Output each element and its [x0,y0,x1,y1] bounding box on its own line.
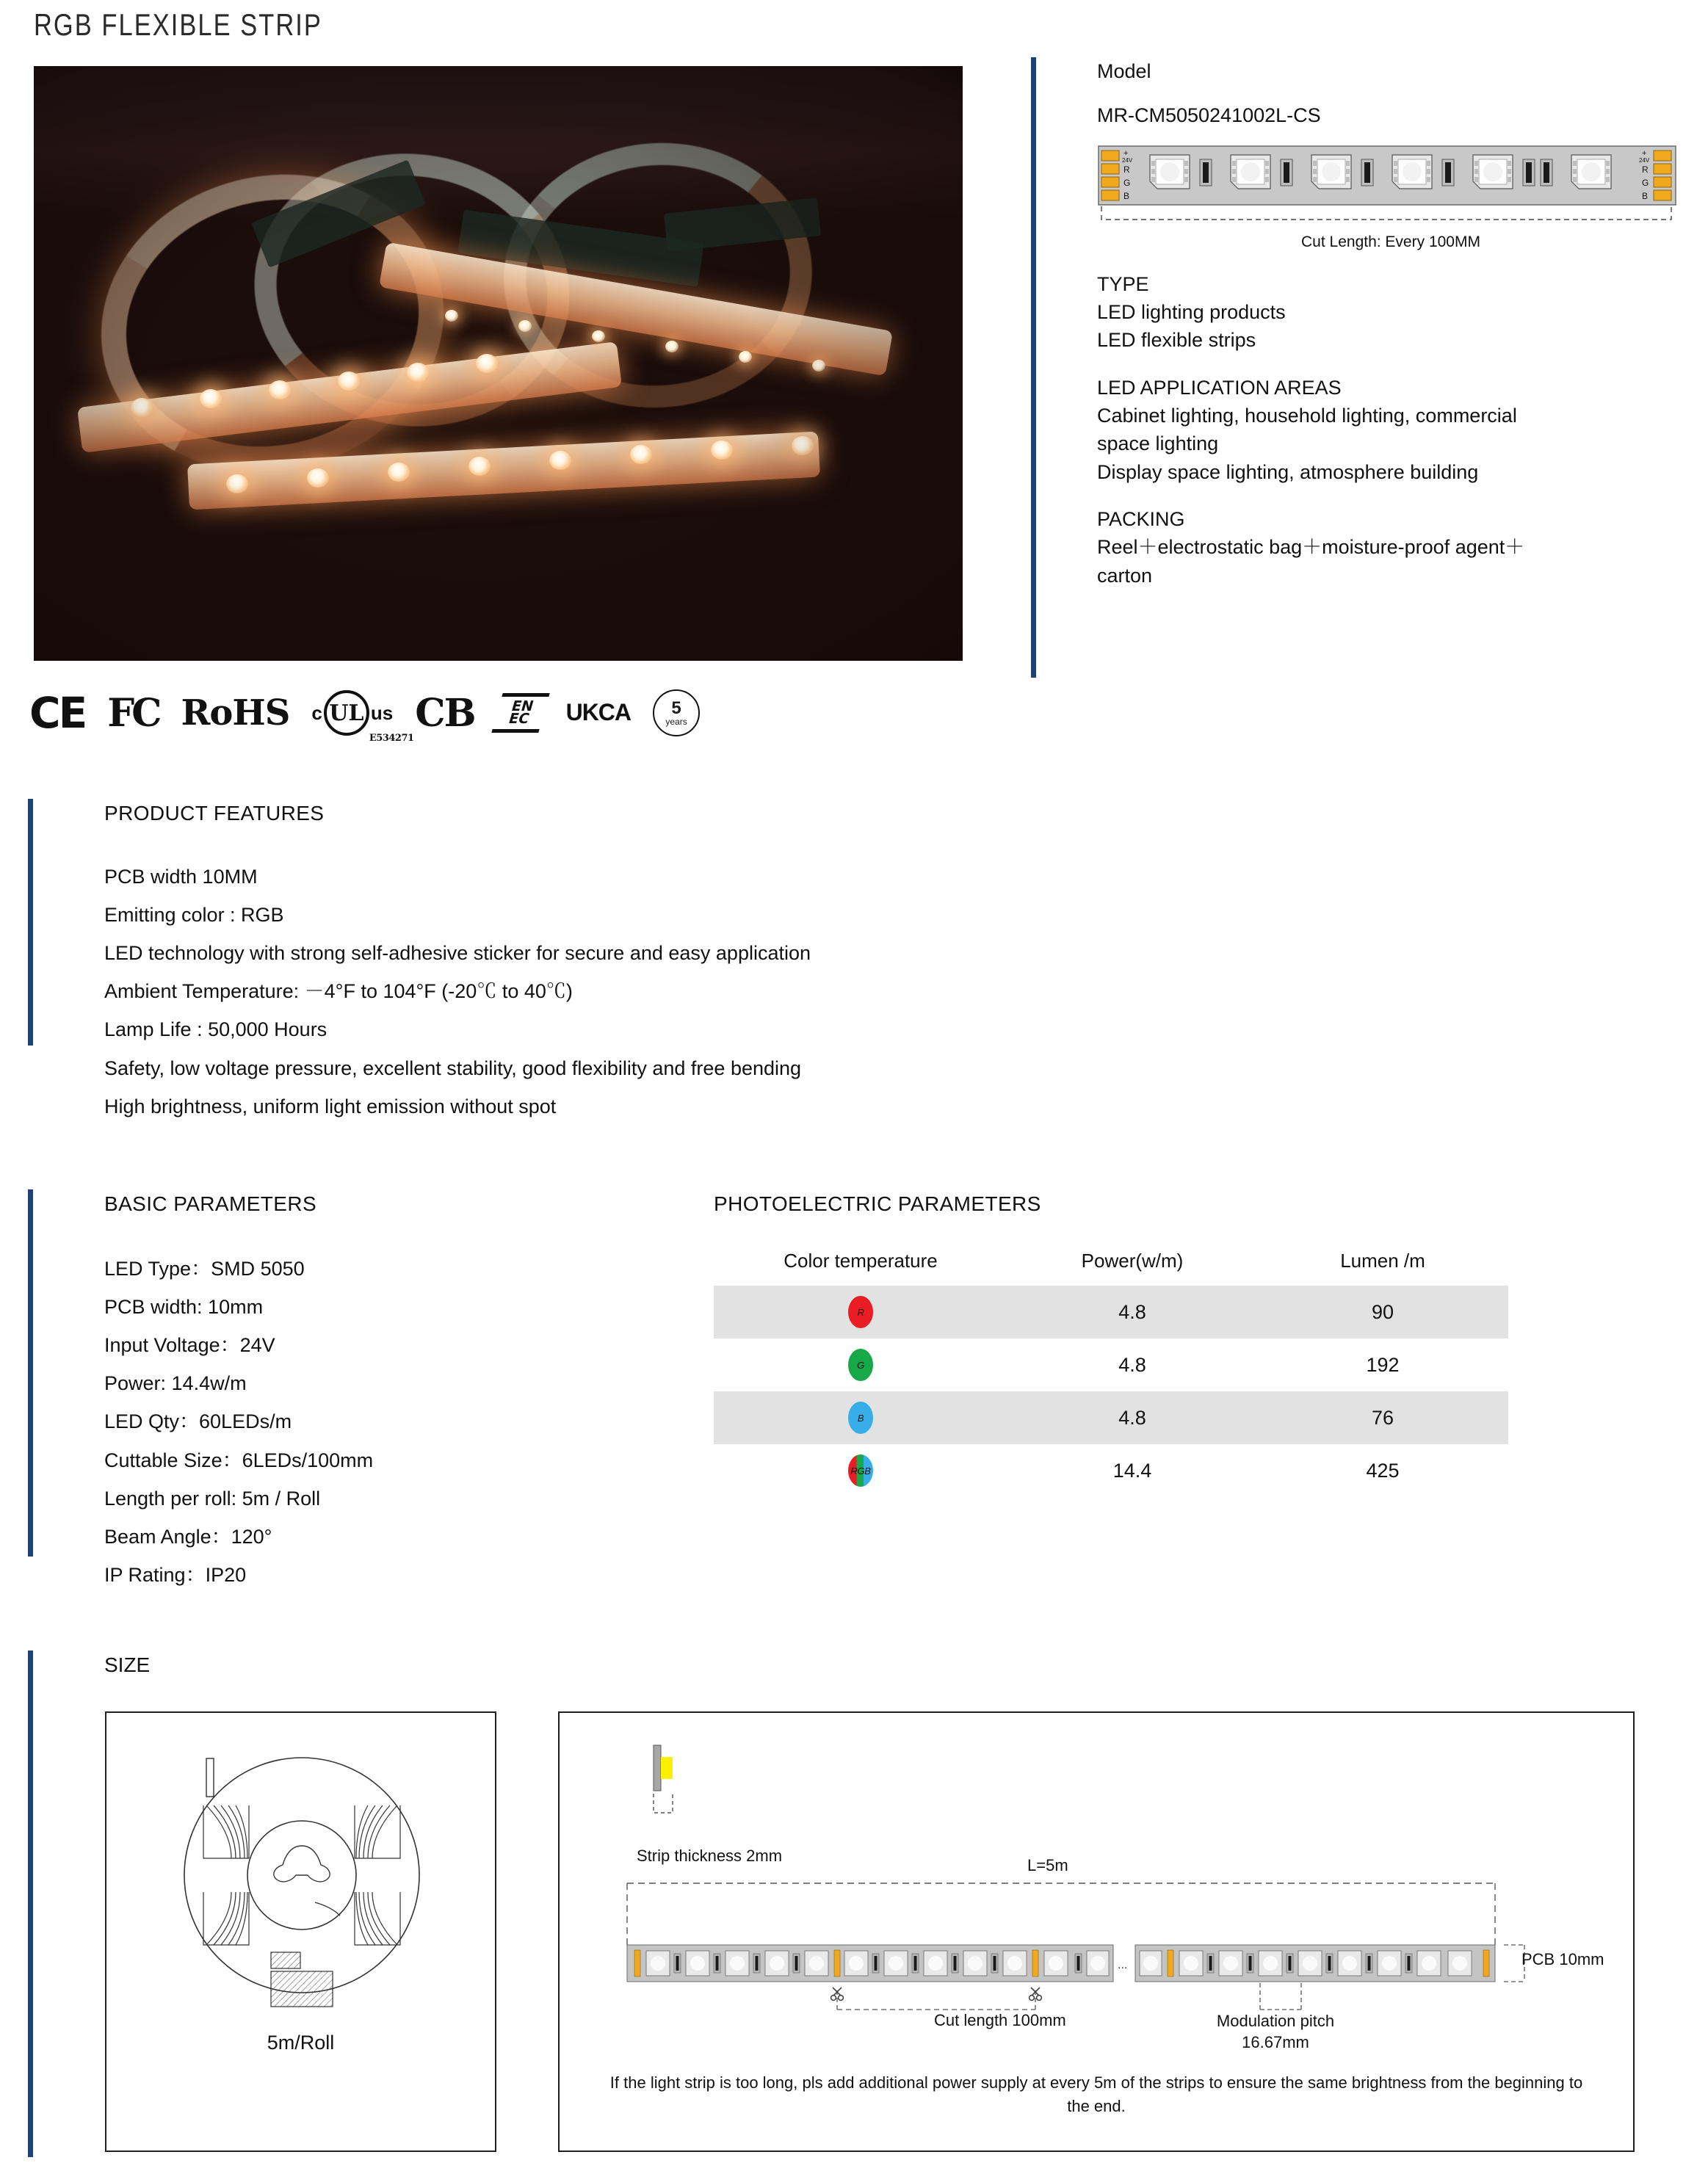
feature-item: High brightness, uniform light emission without spot [104,1095,557,1117]
cb-mark-icon: CB [415,690,475,736]
power-cell: 4.8 [1007,1286,1257,1338]
swatch-label: G [857,1359,864,1371]
svg-text:R: R [1123,164,1130,175]
enec-mark-icon [491,693,549,733]
table-row [714,1286,1508,1338]
enec-line-1: EN [509,698,535,714]
page-title: RGB FLEXIBLE STRIP [34,7,322,42]
column-header-lumen: Lumen /m [1340,1250,1425,1272]
fcc-mark-icon: FC [107,690,159,736]
reel-svg [162,1732,441,2018]
cut-length-label: Cut length 100mm [934,2011,1066,2029]
swatch-label: RGB [850,1465,871,1476]
svg-text:B: B [1123,190,1130,201]
swatch-label: R [857,1306,864,1318]
right-column [1097,57,1685,590]
basic-parameters-section [104,1192,560,1594]
svg-text:R: R [1642,164,1649,175]
color-swatch-blue-icon [848,1402,873,1434]
strip-length-label: L=5m [1027,1856,1068,1874]
photoelectric-parameters-section [714,1192,1529,1497]
ce-mark-icon: CE [29,688,86,738]
accent-bar-size [28,1651,33,2157]
basic-parameter-item: Beam Angle：120° [104,1525,272,1548]
lumen-cell: 90 [1257,1286,1508,1338]
table-row [714,1391,1508,1444]
color-swatch-red-icon [848,1296,873,1328]
rohs-mark-icon: RoHS [181,692,290,733]
model-heading: Model [1097,60,1151,82]
application-line-1: Cabinet lighting, household lighting, commercial [1097,404,1517,427]
size-heading: SIZE [104,1653,151,1676]
application-heading: LED APPLICATION AREAS [1097,376,1342,399]
enec-line-2: EC [506,711,531,727]
type-line-2: LED flexible strips [1097,329,1256,352]
lumen-cell: 192 [1366,1353,1400,1376]
power-supply-note: If the light strip is too long, pls add additional power supply at every 5m of the strips to ensure the same brightness from the beginning to the end. [609,2073,1583,2115]
color-cell [714,1391,1007,1444]
svg-text:24V: 24V [1639,156,1650,164]
svg-text:+: + [1642,148,1647,158]
strip-thickness-label: Strip thickness 2mm [637,1847,783,1865]
color-swatch-rgb-icon [848,1454,873,1487]
type-line-1: LED lighting products [1097,300,1286,323]
table-row [714,1444,1508,1497]
modulation-pitch-label: Modulation pitch 16.67mm [1216,2012,1335,2051]
product-features-section [104,802,1132,1126]
warranty-badge-icon [653,689,700,736]
table-row [714,1338,1508,1391]
color-cell [714,1444,1007,1497]
ul-c-prefix: c [311,701,322,724]
lumen-cell: 76 [1257,1391,1508,1444]
ukca-line-1: UK [565,699,598,726]
photoelectric-table [714,1245,1508,1497]
reel-diagram-box [105,1711,496,2152]
svg-text:G: G [1123,177,1131,188]
svg-text:...: ... [1118,1959,1128,1971]
ul-letters: UL [329,700,364,726]
strip-thickness-svg [634,1742,723,1841]
photoelectric-heading: PHOTOELECTRIC PARAMETERS [714,1192,1041,1215]
packing-heading: PACKING [1097,507,1185,530]
application-line-2: space lighting [1097,432,1219,455]
reel-caption: 5m/Roll [267,2032,335,2054]
basic-parameter-item: Power: 14.4w/m [104,1372,247,1395]
power-cell: 4.8 [1118,1353,1146,1376]
svg-text:G: G [1642,177,1649,188]
pcb-width-label: PCB 10mm [1521,1950,1604,1968]
type-heading: TYPE [1097,272,1149,295]
basic-parameters-heading: BASIC PARAMETERS [104,1192,317,1215]
led-strip-svg [1097,145,1677,224]
power-cell: 4.8 [1007,1391,1257,1444]
basic-parameter-item: Length per roll: 5m / Roll [104,1487,321,1510]
product-photo [34,66,963,661]
strip-dimension-box [558,1711,1635,2152]
svg-text:B: B [1642,190,1649,201]
accent-bar-right-column [1031,57,1036,678]
basic-parameter-item: PCB width: 10mm [104,1296,264,1319]
application-line-3: Display space lighting, atmosphere building [1097,460,1479,483]
feature-item: PCB width 10MM [104,866,258,888]
strip-length-svg [605,1880,1582,2042]
table-header-row [714,1245,1508,1286]
accent-bar-features [28,799,33,1046]
feature-item: Emitting color : RGB [104,904,284,927]
warranty-years-number: 5 [671,698,681,718]
model-number: MR-CM5050241002L-CS [1097,104,1321,127]
accent-bar-basic-parameters [28,1189,33,1557]
basic-parameter-item: Input Voltage：24V [104,1334,275,1357]
basic-parameters-list [104,1250,560,1594]
ukca-mark-icon [565,699,632,726]
ukca-line-2: CA [598,699,632,726]
feature-item: Lamp Life : 50,000 Hours [104,1018,328,1041]
ul-mark-icon [311,690,414,744]
color-cell [714,1286,1007,1338]
warranty-years-unit: years [665,717,687,727]
svg-text:+: + [1123,148,1129,158]
column-header-color: Color temperature [784,1250,938,1272]
ul-us-suffix: us [370,701,394,724]
packing-line-1: Reel＋electrostatic bag＋moisture-proof agent＋ [1097,536,1525,559]
feature-item: Safety, low voltage pressure, excellent stability, good flexibility and free bending [104,1057,802,1079]
basic-parameter-item: Cuttable Size：6LEDs/100mm [104,1449,374,1471]
led-strip-diagram [1097,145,1685,251]
features-list [104,858,1132,1126]
basic-parameter-item: LED Qty：60LEDs/m [104,1410,292,1433]
basic-parameter-item: IP Rating：IP20 [104,1563,247,1586]
column-header-power: Power(w/m) [1081,1250,1184,1272]
lumen-cell: 425 [1366,1459,1400,1482]
svg-text:24V: 24V [1122,156,1133,164]
power-cell: 14.4 [1112,1459,1152,1482]
photo-vignette [34,66,963,661]
ul-file-number: E534271 [369,733,414,744]
certification-row [29,681,700,744]
swatch-label: B [857,1412,864,1424]
basic-parameter-item: LED Type：SMD 5050 [104,1258,305,1280]
feature-item: LED technology with strong self-adhesive sticker for secure and easy application [104,942,811,965]
color-cell [714,1338,1007,1391]
features-heading: PRODUCT FEATURES [104,802,325,825]
color-swatch-green-icon [848,1349,873,1381]
packing-line-2: carton [1097,564,1153,587]
cut-length-caption: Cut Length: Every 100MM [1301,233,1480,250]
feature-item: Ambient Temperature: －4°F to 104°F (-20℃ to 40℃) [104,980,573,1003]
